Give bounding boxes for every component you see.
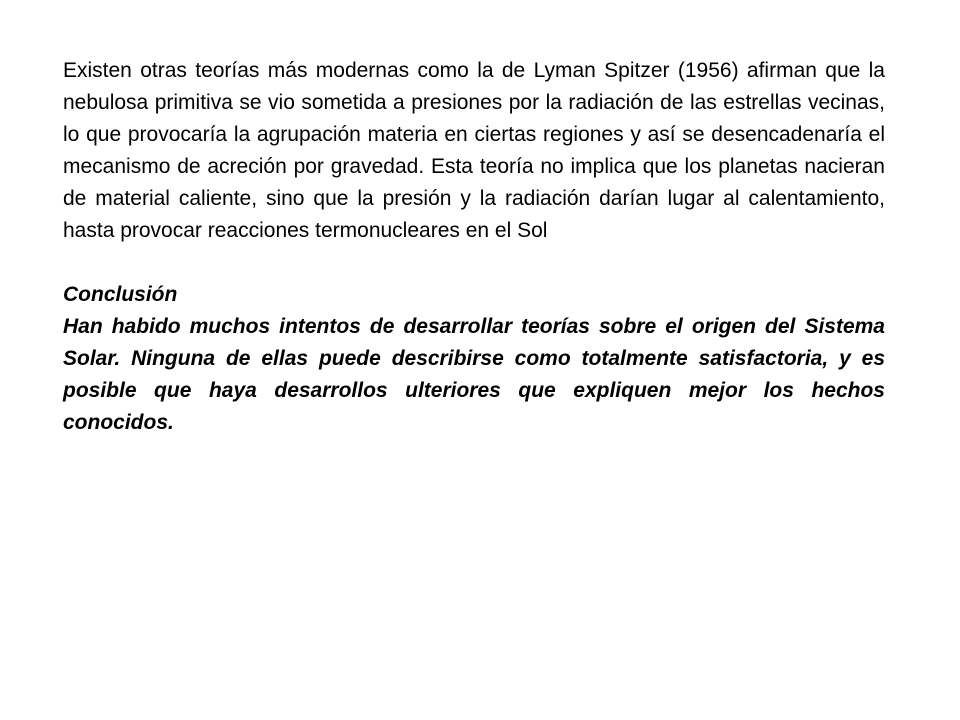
paragraph-spacer [63, 247, 885, 279]
conclusion-heading: Conclusión [63, 283, 178, 306]
conclusion-paragraph: Han habido muchos intentos de desarrollar teorías sobre el origen del Sistema Solar. Ninguna de ellas puede describirse como totalmente satisfactoria, y es posible que haya desarrollos ulteriores que expliquen mejor los hechos conocidos. [63, 315, 885, 434]
theory-paragraph: Existen otras teorías más modernas como la de Lyman Spitzer (1956) afirman que la nebulosa primitiva se vio sometida a presiones por la radiación de las estrellas vecinas, lo que provocaría la agrupación materia en ciertas regiones y así se desencadenaría el mecanismo de acreción por gravedad. Esta teoría no implica que los planetas nacieran de material caliente, sino que la presión y la radiación darían lugar al calentamiento, hasta provocar reacciones termonucleares en el Sol [63, 59, 885, 242]
slide-content [63, 55, 885, 439]
